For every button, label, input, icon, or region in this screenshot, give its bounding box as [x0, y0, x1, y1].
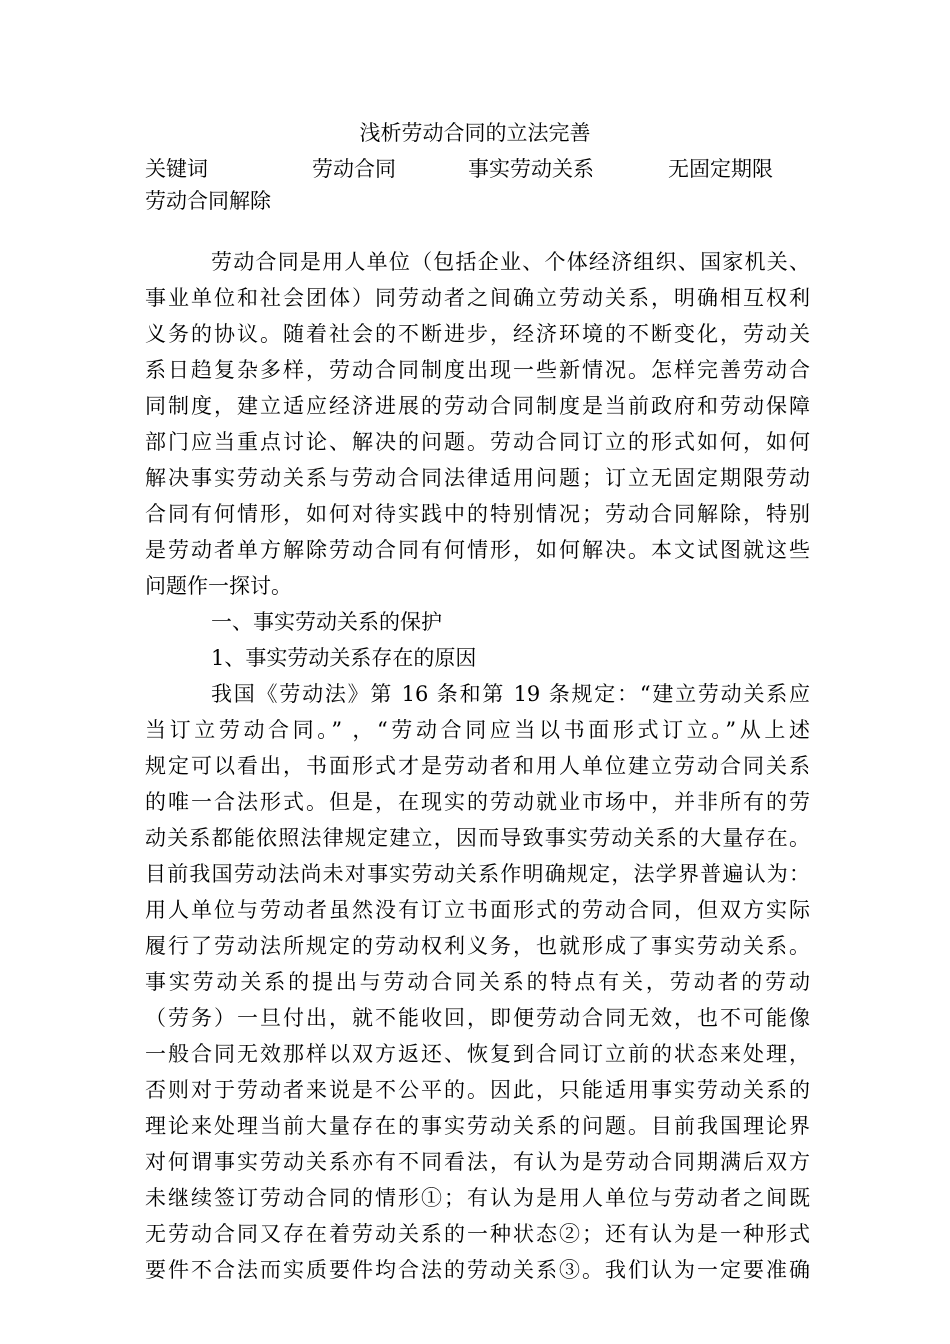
keywords-label: 关键词 — [145, 157, 208, 181]
paragraph-line: 系日趋复杂多样，劳动合同制度出现一些新情况。怎样完善劳动合 — [145, 358, 810, 382]
paragraph-line: 解决事实劳动关系与劳动合同法律适用问题；订立无固定期限劳动 — [145, 466, 810, 490]
paragraph-line: 无劳动合同又存在着劳动关系的一种状态②；还有认为是一种形式 — [145, 1222, 810, 1246]
paragraph-line: 理论来处理当前大量存在的事实劳动关系的问题。目前我国理论界 — [145, 1114, 810, 1138]
paragraph-line: 是劳动者单方解除劳动合同有何情形，如何解决。本文试图就这些 — [145, 538, 810, 562]
paragraph-line: 当订立劳动合同。” ，“劳动合同应当以书面形式订立。”从上述 — [145, 718, 810, 742]
paragraph-line: 动关系都能依照法律规定建立，因而导致事实劳动关系的大量存在。 — [145, 826, 810, 850]
paragraph-line: 同制度，建立适应经济进展的劳动合同制度是当前政府和劳动保障 — [145, 394, 810, 418]
keyword-item: 劳动合同 — [312, 157, 396, 181]
paragraph-line: 事业单位和社会团体）同劳动者之间确立劳动关系，明确相互权利 — [145, 286, 810, 310]
section-heading: 一、事实劳动关系的保护 — [211, 610, 442, 634]
paragraph-line: 未继续签订劳动合同的情形①；有认为是用人单位与劳动者之间既 — [145, 1186, 810, 1210]
paragraph-line: 目前我国劳动法尚未对事实劳动关系作明确规定，法学界普遍认为： — [145, 862, 810, 886]
paragraph-line: 用人单位与劳动者虽然没有订立书面形式的劳动合同，但双方实际 — [145, 898, 810, 922]
keyword-item: 事实劳动关系 — [468, 157, 594, 181]
paragraph-line: 履行了劳动法所规定的劳动权利义务，也就形成了事实劳动关系。 — [145, 934, 810, 958]
paragraph-line: 否则对于劳动者来说是不公平的。因此，只能适用事实劳动关系的 — [145, 1078, 810, 1102]
paragraph-line: 义务的协议。随着社会的不断进步，经济环境的不断变化，劳动关 — [145, 322, 810, 346]
paragraph-line: 要件不合法而实质要件均合法的劳动关系③。我们认为一定要准确 — [145, 1258, 810, 1282]
keyword-item: 无固定期限 — [668, 157, 773, 181]
paragraph-line: 我国《劳动法》第 16 条和第 19 条规定：“建立劳动关系应 — [211, 682, 810, 706]
document-title: 浅析劳动合同的立法完善 — [359, 121, 591, 145]
paragraph-line: 的唯一合法形式。但是，在现实的劳动就业市场中，并非所有的劳 — [145, 790, 810, 814]
paragraph-line: 一般合同无效那样以双方返还、恢复到合同订立前的状态来处理， — [145, 1042, 810, 1066]
paragraph-line: 劳动合同是用人单位（包括企业、个体经济组织、国家机关、 — [211, 250, 810, 274]
paragraph-line: 对何谓事实劳动关系亦有不同看法，有认为是劳动合同期满后双方 — [145, 1150, 810, 1174]
paragraph-line: 合同有何情形，如何对待实践中的特别情况；劳动合同解除，特别 — [145, 502, 810, 526]
paragraph-line: （劳务）一旦付出，就不能收回，即便劳动合同无效，也不可能像 — [145, 1006, 810, 1030]
paragraph-line: 事实劳动关系的提出与劳动合同关系的特点有关，劳动者的劳动 — [145, 970, 810, 994]
paragraph-line: 问题作一探讨。 — [145, 574, 292, 598]
paragraph-line: 规定可以看出，书面形式才是劳动者和用人单位建立劳动合同关系 — [145, 754, 810, 778]
keyword-item: 劳动合同解除 — [145, 189, 271, 213]
subsection-heading: 1、事实劳动关系存在的原因 — [211, 646, 477, 670]
paragraph-line: 部门应当重点讨论、解决的问题。劳动合同订立的形式如何，如何 — [145, 430, 810, 454]
